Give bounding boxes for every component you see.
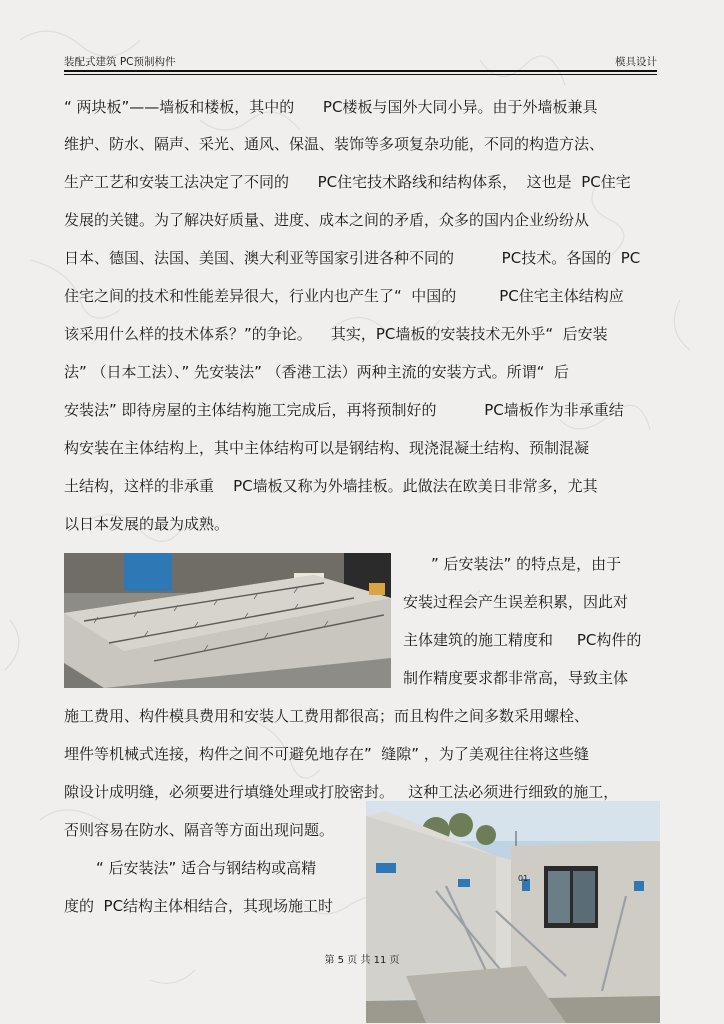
header-right-text: 模具设计 xyxy=(615,56,657,68)
body-line: 隙设计成明缝，必须要进行填缝处理或打胶密封。 这种工法必须进行细致的施工， xyxy=(64,783,619,801)
photo-panel-label: 01 xyxy=(518,874,529,883)
side-line: 安装过程会产生误差积累，因此对 xyxy=(403,593,629,611)
body-line: “ 两块板”——墙板和楼板，其中的 PC楼板与国外大同小异。由于外墙板兼具 xyxy=(64,98,598,116)
body-line: 构安装在主体结构上，其中主体结构可以是钢结构、现浇混凝土结构、预制混凝 xyxy=(64,439,590,457)
body-line: 安装法” 即待房屋的主体结构施工完成后，再将预制好的 PC墙板作为非承重结 xyxy=(64,401,624,419)
precast-slab-photo xyxy=(64,553,391,688)
body-line: 土结构，这样的非承重 PC墙板又称为外墙挂板。此做法在欧美日非常多，尤其 xyxy=(64,477,598,495)
body-line: 施工费用、构件模具费用和安装人工费用都很高；而且构件之间多数采用螺栓、 xyxy=(64,707,590,725)
body-line: 生产工艺和安装工法决定了不同的 PC住宅技术路线和结构体系， 这也是 PC住宅 xyxy=(64,173,631,191)
page-footer: 第 5 页 共 11 页 xyxy=(324,955,400,966)
header-left-text: 装配式建筑 PC预制构件 xyxy=(64,56,176,68)
page-header xyxy=(64,54,657,70)
body-line: 法” （日本工法）、” 先安装法” （香港工法）两种主流的安装方式。所谓“ 后 xyxy=(64,363,569,381)
header-rule-thin xyxy=(64,74,657,75)
side-line: ” 后安装法” 的特点是，由于 xyxy=(431,555,622,573)
wall-panel-installation-photo xyxy=(366,801,660,1023)
body-line: 住宅之间的技术和性能差异很大，行业内也产生了“ 中国的 PC住宅主体结构应 xyxy=(64,287,624,305)
body-line: 埋件等机械式连接，构件之间不可避免地存在” 缝隙” ，为了美观往往将这些缝 xyxy=(64,745,589,763)
body-line: 以日本发展的最为成熟。 xyxy=(64,515,230,533)
header-rule-thick xyxy=(64,70,657,72)
side-line: 主体建筑的施工精度和 PC构件的 xyxy=(403,631,642,649)
body-line: 否则容易在防水、隔音等方面出现问题。 xyxy=(64,821,335,839)
body-line: “ 后安装法” 适合与钢结构或高精 xyxy=(96,859,317,877)
body-line: 日本、德国、法国、美国、澳大利亚等国家引进各种不同的 PC技术。各国的 PC xyxy=(64,249,641,267)
side-line: 制作精度要求都非常高，导致主体 xyxy=(403,669,629,687)
body-line: 发展的关键。为了解决好质量、进度、成本之间的矛盾，众多的国内企业纷纷从 xyxy=(64,211,590,229)
body-line: 该采用什么样的技术体系？”的争论。 其实，PC墙板的安装技术无外乎“ 后安装 xyxy=(64,325,608,343)
body-line: 度的 PC结构主体相结合，其现场施工时 xyxy=(64,897,334,915)
body-line: 维护、防水、隔声、采光、通风、保温、装饰等多项复杂功能，不同的构造方法、 xyxy=(64,135,605,153)
